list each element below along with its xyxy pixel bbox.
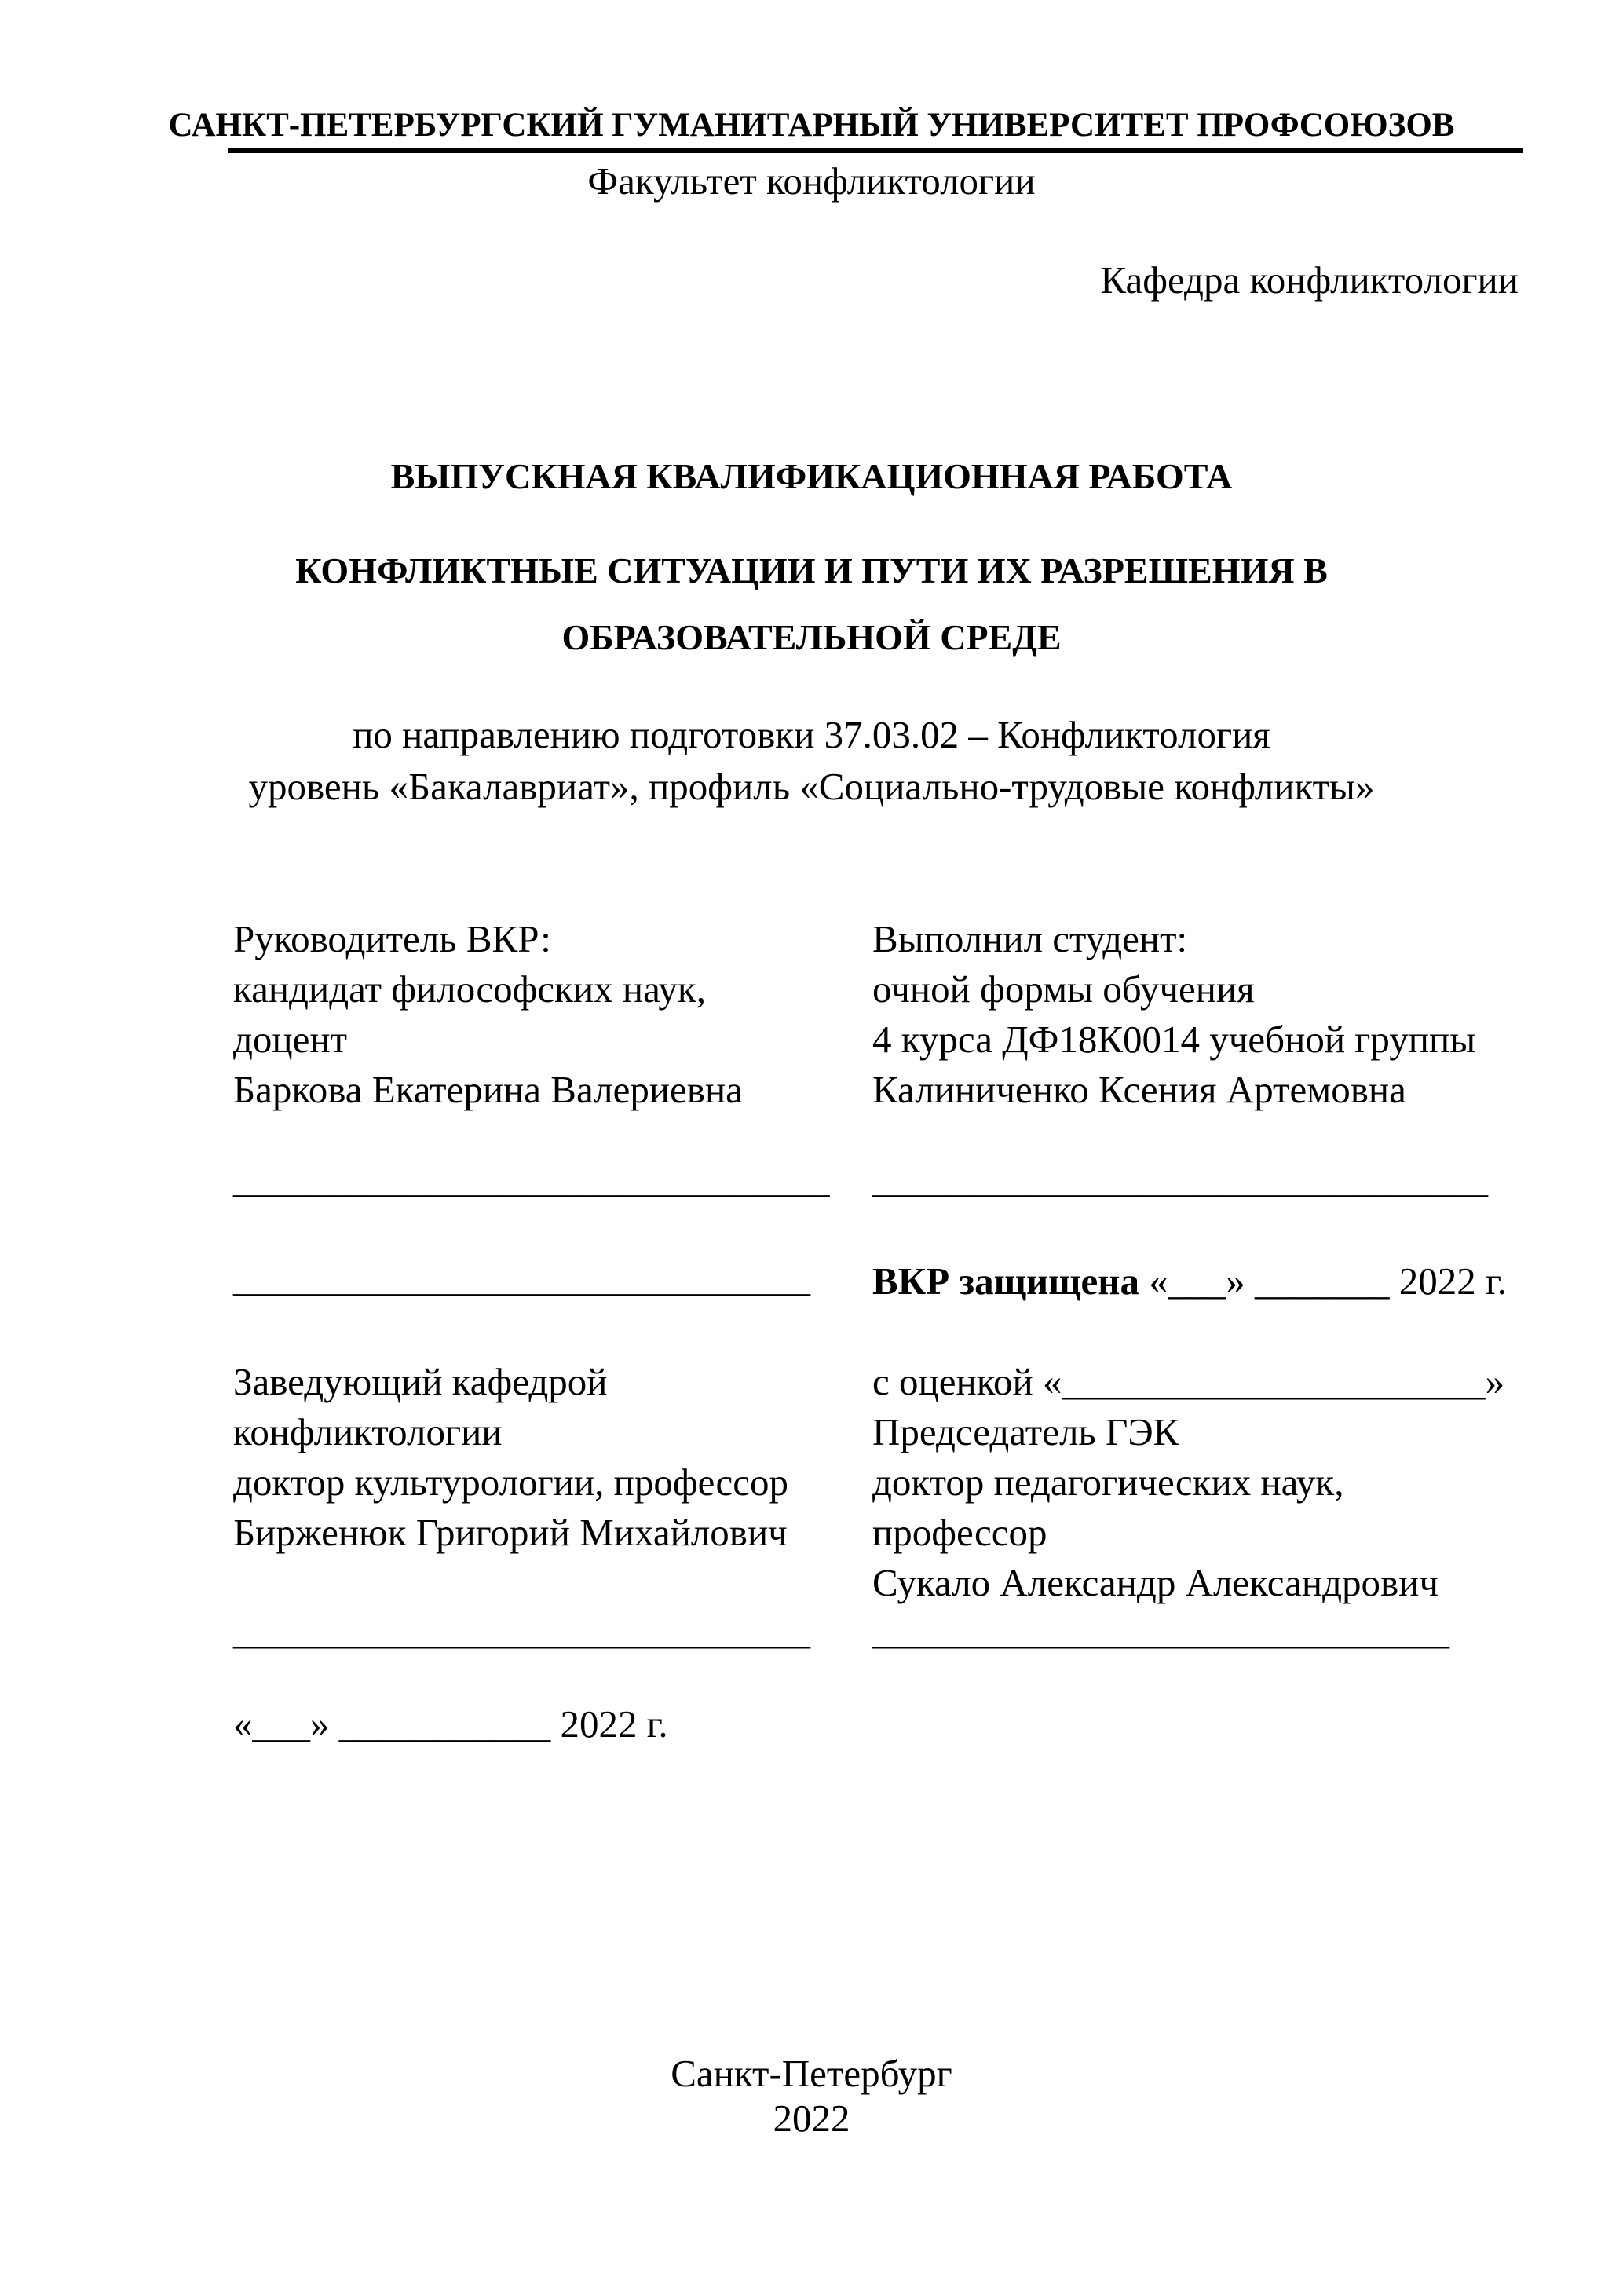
supervisor-line: доцент [233, 1018, 348, 1061]
faculty-name: Факультет конфликтологии [587, 159, 1036, 203]
head-block [233, 1357, 788, 1558]
student-name: Калиниченко Ксения Артемовна [872, 1068, 1406, 1111]
defense-date: «___» _______ 2022 г. [1149, 1260, 1507, 1303]
head-name: Бирженюк Григорий Михайлович [233, 1511, 788, 1554]
head-line: конфликтологии [233, 1410, 503, 1453]
defense-line [872, 1256, 1507, 1307]
supervisor-block [233, 914, 743, 1115]
supervisor-name: Баркова Екатерина Валериевна [233, 1068, 743, 1111]
chair-line: доктор педагогических наук, [872, 1461, 1344, 1504]
defense-label: ВКР защищена [872, 1260, 1140, 1303]
city: Санкт-Петербург [671, 2052, 952, 2095]
chair-block [872, 1357, 1504, 1608]
student-line: 4 курса ДФ18К0014 учебной группы [872, 1018, 1476, 1061]
student-signature-line: ________________________________ [872, 1157, 1488, 1201]
supervisor-line: Руководитель ВКР: [233, 917, 551, 960]
chair-line: профессор [872, 1511, 1047, 1554]
supervisor-signature-line: _______________________________ [233, 1157, 830, 1201]
supervisor-line: кандидат философских наук, [233, 967, 706, 1011]
defense-grade: с оценкой «______________________» [872, 1360, 1504, 1403]
head-signature-line: ______________________________ [233, 1609, 810, 1652]
chair-name: Сукало Александр Александрович [872, 1561, 1439, 1604]
student-line: Выполнил студент: [872, 917, 1188, 960]
supervisor-signature-line-2: ______________________________ [233, 1256, 810, 1300]
direction: по направлению подготовки 37.03.02 – Конфликтология [353, 713, 1270, 756]
student-block [872, 914, 1475, 1115]
university-name: САНКТ-ПЕТЕРБУРГСКИЙ ГУМАНИТАРНЫЙ УНИВЕРСИТЕТ ПРОФСОЮЗОВ [168, 107, 1455, 144]
head-line: доктор культурологии, профессор [233, 1461, 789, 1504]
student-line: очной формы обучения [872, 967, 1255, 1011]
head-line: Заведующий кафедрой [233, 1360, 608, 1403]
topic-line-1: КОНФЛИКТНЫЕ СИТУАЦИИ И ПУТИ ИХ РАЗРЕШЕНИЯ В [295, 550, 1328, 590]
work-type: ВЫПУСКНАЯ КВАЛИФИКАЦИОННАЯ РАБОТА [390, 456, 1233, 496]
chair-signature-line: ______________________________ [872, 1609, 1449, 1652]
head-date: «___» ___________ 2022 г. [233, 1702, 668, 1746]
level-profile: уровень «Бакалавриат», профиль «Социально-трудовые конфликты» [248, 765, 1375, 808]
department-name: Кафедра конфликтологии [1100, 258, 1519, 302]
header-rule [228, 148, 1523, 153]
chair-line: Председатель ГЭК [872, 1410, 1179, 1453]
topic-line-2: ОБРАЗОВАТЕЛЬНОЙ СРЕДЕ [561, 617, 1062, 657]
year: 2022 [773, 2097, 850, 2140]
